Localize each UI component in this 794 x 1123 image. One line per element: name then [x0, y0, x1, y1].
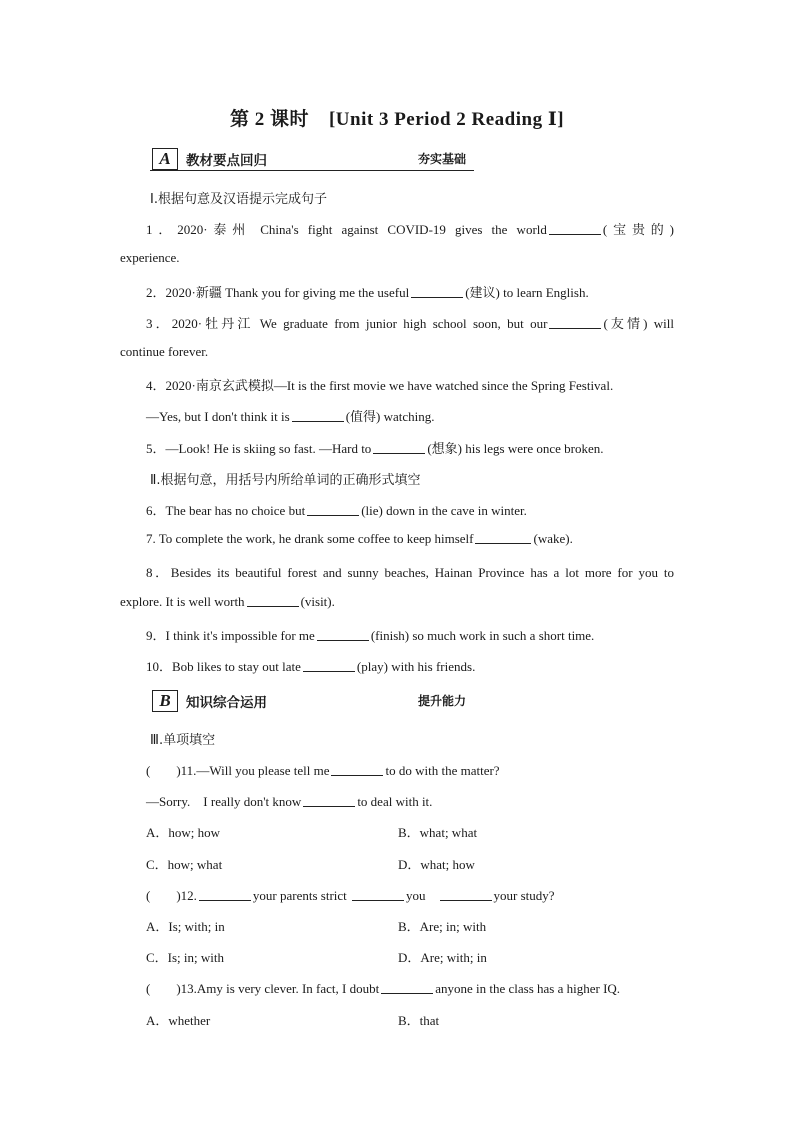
question-3-line1: [146, 313, 674, 332]
answer-blank: [549, 316, 601, 329]
answer-blank: [199, 888, 251, 901]
section-a-tag: 夯实基础: [418, 152, 467, 166]
section-a-header: [150, 146, 474, 171]
q1-hint: (宝贵的): [602, 222, 674, 237]
question-8-line2: [120, 594, 335, 610]
page-title: [0, 104, 794, 131]
answer-blank: [331, 763, 383, 776]
q13-option-b[interactable]: B．that: [398, 1013, 440, 1028]
q11-option-c[interactable]: C．how; what: [146, 857, 223, 872]
q6-hint: (lie) down in the cave in winter.: [361, 503, 527, 518]
q11-option-b[interactable]: B．what; what: [398, 825, 478, 840]
q9-prompt: 9．I think it's impossible for me: [146, 628, 315, 643]
q12-option-a[interactable]: A．Is; with; in: [146, 919, 225, 934]
q2-hint: (建议) to learn English.: [465, 285, 589, 300]
question-12: [146, 885, 555, 904]
q10-hint: (play) with his friends.: [356, 659, 476, 674]
section-b-header: [150, 688, 474, 712]
question-11-line1: [146, 760, 500, 779]
question-13: [146, 978, 620, 997]
section-a-badge: A: [152, 148, 178, 170]
q10-prompt: 10．Bob likes to stay out late: [146, 659, 301, 674]
question-3-line2: continue forever.: [120, 344, 209, 359]
question-7: [146, 531, 573, 547]
answer-blank: [303, 659, 355, 672]
q13-prompt: ( )13.Amy is very clever. In fact, I doubt: [146, 981, 380, 996]
q11-option-d[interactable]: D．what; how: [398, 857, 475, 872]
question-5: [146, 438, 603, 457]
question-9: [146, 625, 594, 644]
q12-mid2: you: [406, 888, 426, 903]
q3-hint: (友情) will: [603, 316, 674, 331]
q4-prompt: —Yes, but I don't think it is: [146, 409, 290, 424]
question-1-line2: experience.: [120, 250, 180, 265]
answer-blank: [475, 531, 531, 544]
question-10: [146, 656, 475, 675]
q12-tail: your study?: [493, 888, 555, 903]
q4-hint: (值得) watching.: [345, 409, 435, 424]
q12-prefix: ( )12.: [146, 888, 197, 903]
answer-blank: [292, 409, 344, 422]
q11-reply-tail: to deal with it.: [357, 794, 433, 809]
q8-prompt: explore. It is well worth: [120, 594, 245, 609]
answer-blank: [307, 503, 359, 516]
q1-prompt: 1．2020·泰州 China's fight against COVID-19 gives the world: [146, 222, 547, 237]
q12-option-c[interactable]: C．Is; in; with: [146, 950, 225, 965]
answer-blank: [373, 441, 425, 454]
question-11-line2: [146, 791, 432, 810]
q7-prompt: 7. To complete the work, he drank some coffee to keep himself: [146, 531, 474, 546]
q8-hint: (visit).: [300, 594, 335, 609]
q5-prompt: 5．—Look! He is skiing so fast. —Hard to: [146, 441, 372, 456]
q11-option-a[interactable]: A．how; how: [146, 825, 221, 840]
question-4-line2: [146, 406, 435, 425]
unit-label: [Unit 3 Period 2 Reading Ⅰ]: [328, 109, 565, 130]
q2-prompt: 2．2020·新疆 Thank you for giving me the useful: [146, 285, 410, 300]
part2-heading: Ⅱ.根据句意，用括号内所给单词的正确形式填空: [150, 473, 421, 488]
part3-heading: Ⅲ.单项填空: [150, 733, 216, 748]
answer-blank: [317, 628, 369, 641]
answer-blank: [352, 888, 404, 901]
question-4-line1: 4．2020·南京玄武模拟—It is the first movie we have watched since the Spring Festival.: [146, 378, 614, 393]
q12-option-b[interactable]: B．Are; in; with: [398, 919, 487, 934]
q13-option-a[interactable]: A．whether: [146, 1013, 211, 1028]
q12-option-d[interactable]: D．Are; with; in: [398, 950, 487, 965]
answer-blank: [247, 594, 299, 607]
q5-hint: (想象) his legs were once broken.: [427, 441, 604, 456]
q3-prompt: 3．2020·牡丹江 We graduate from junior high school soon, but our: [146, 316, 548, 331]
question-1-line1: [146, 219, 674, 238]
answer-blank: [303, 794, 355, 807]
q6-prompt: 6．The bear has no choice but: [146, 503, 306, 518]
section-b-badge: B: [152, 690, 178, 712]
section-b-name: 知识综合运用: [186, 695, 267, 711]
q12-mid1: your parents strict: [252, 888, 347, 903]
section-b-tag: 提升能力: [418, 694, 467, 708]
q11-tail: to do with the matter?: [385, 763, 500, 778]
answer-blank: [440, 888, 492, 901]
question-6: [146, 500, 527, 519]
q7-hint: (wake).: [533, 531, 573, 546]
question-8-line1: 8．Besides its beautiful forest and sunny beaches, Hainan Province has a lot more for you to: [146, 565, 674, 580]
q13-tail: anyone in the class has a higher IQ.: [435, 981, 621, 996]
part1-heading: Ⅰ.根据句意及汉语提示完成句子: [150, 192, 327, 207]
section-a-name: 教材要点回归: [186, 153, 267, 169]
answer-blank: [411, 285, 463, 298]
answer-blank: [549, 222, 601, 235]
q11-prompt: ( )11.—Will you please tell me: [146, 763, 330, 778]
lesson-label: 第 2 课时: [229, 109, 309, 130]
answer-blank: [381, 981, 433, 994]
q9-hint: (finish) so much work in such a short time.: [370, 628, 595, 643]
q11-reply: —Sorry. I really don't know: [146, 794, 302, 809]
question-2: [146, 282, 589, 301]
